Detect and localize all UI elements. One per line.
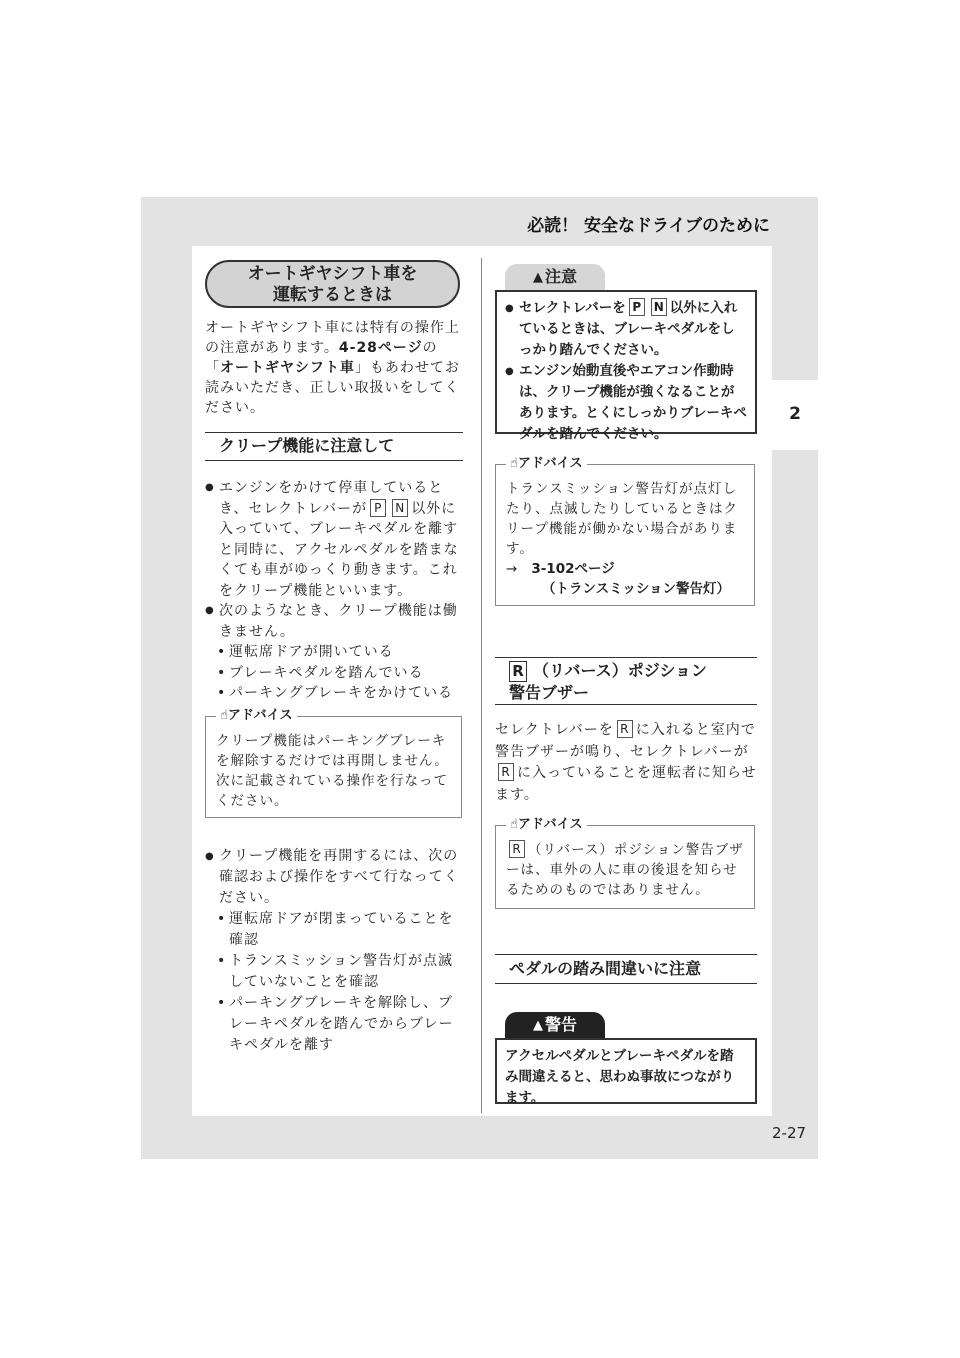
warning-tab: [505, 1012, 605, 1038]
reverse-text-b: に入れると室内で警告ブザーが鳴り、セレクトレバーが: [495, 722, 756, 760]
caution-item-2: ● エンジン始動直後やエアコン作動時は、クリープ機能が強くなることがあります。とくにしっかりブレーキペダルを踏んでください。: [505, 361, 747, 445]
section-heading-pedal: ペダルの踏み間違いに注意: [495, 954, 757, 984]
key-p: P: [629, 298, 645, 316]
reverse-text-a: セレクトレバーを: [495, 722, 614, 738]
warning-triangle-icon: ▲: [532, 1018, 543, 1033]
advice-label: [506, 816, 587, 834]
key-r: R: [617, 720, 633, 738]
hand-icon: ☝: [510, 456, 518, 471]
caution1-text-a: セレクトレバーを: [519, 300, 626, 316]
advice-reverse-text: （リバース）ポジション警告ブザーは、車外の人に車の後退を知らせるためのものではありません。: [506, 842, 744, 898]
intro-text-b: の「: [205, 340, 438, 376]
advice-label: [506, 455, 587, 473]
pill-title-line2: 運転するときは: [273, 285, 392, 305]
advice-box-creep: [205, 708, 462, 818]
hand-icon: ☝: [220, 708, 228, 723]
key-n: N: [651, 298, 667, 316]
creep-resume-bullets: [205, 846, 463, 1056]
bullet1-text-a: エンジンをかけて停車しているとき、セレクトレバーが: [219, 480, 444, 517]
intro-text-a: オートギヤシフト車には特有の操作上の注意があります。: [205, 320, 460, 356]
arrow-icon: →: [506, 561, 518, 577]
caution-box: [495, 290, 757, 442]
key-r: R: [498, 763, 514, 781]
page-header: [141, 197, 818, 246]
intro-text-c: 」もあわせてお読みいただき、正しい取扱いをしてください。: [205, 360, 460, 416]
intro-page-ref: 4-28ページ: [338, 340, 423, 356]
reverse-heading-line2: 警告ブザー: [509, 683, 590, 702]
page-number: 2-27: [772, 1124, 807, 1142]
reverse-text-c: に入っていることを運転者に知らせます。: [495, 765, 757, 803]
intro-paragraph: [205, 318, 463, 418]
bullet-creep-resume: ● クリープ機能を再開するには、次の確認および操作をすべて行なってください。: [205, 846, 463, 909]
advice-label: [216, 707, 297, 725]
caution-label: 注意: [544, 267, 577, 286]
creep-bullets: [205, 478, 463, 704]
chapter-tab: [772, 380, 818, 450]
advice-reference: [506, 559, 744, 579]
bullet-creep-disabled: ● 次のようなとき、クリープ機能は働きません。: [205, 601, 463, 642]
section-heading-creep: クリープ機能に注意して: [205, 432, 463, 461]
section-title-auto-gear: [205, 260, 460, 308]
key-r: R: [509, 840, 525, 858]
pill-title-line1: オートギヤシフト車を: [247, 264, 418, 284]
reference-subtitle: （トランスミッション警告灯）: [542, 581, 731, 597]
key-p: P: [370, 499, 386, 517]
reverse-heading-line1: [509, 660, 757, 682]
section-heading-reverse: [495, 657, 757, 705]
caution1-text-b: 以外に入れているときは、ブレーキペダルをしっかり踏んでください。: [519, 300, 738, 358]
sub-item-warning-light: • トランスミッション警告灯が点滅していないことを確認: [205, 951, 463, 993]
bullet1-text-b: 以外に入っていて、ブレーキペダルを離すと同時に、アクセルペダルを踏まなくても車がゆっくり動きます。これをクリープ機能といいます。: [219, 500, 459, 599]
advice-label-text: アドバイス: [517, 456, 583, 471]
advice-text: トランスミッション警告灯が点灯したり、点滅したりしているときはクリープ機能が働かない場合があります。: [506, 481, 738, 557]
advice-box-transmission: [495, 456, 755, 606]
reverse-heading-text: （リバース）ポジション: [533, 661, 708, 680]
advice-box-reverse: [495, 817, 755, 909]
caution-item-1: [505, 298, 747, 361]
header-title: 必読！ 安全なドライブのために: [527, 216, 770, 236]
column-divider: [481, 258, 482, 1113]
bullet-creep-explanation: [205, 478, 463, 601]
hand-icon: ☝: [510, 817, 518, 832]
key-n: N: [392, 499, 408, 517]
warning-box: [495, 1038, 757, 1104]
sub-item-parking-brake: • パーキングブレーキをかけている: [205, 683, 463, 704]
warning-text: アクセルペダルとブレーキペダルを踏み間違えると、思わぬ事故につながります。: [505, 1048, 735, 1106]
key-r: R: [509, 661, 527, 682]
chapter-number: 2: [789, 404, 801, 424]
caution-tab: [505, 264, 605, 290]
warning-triangle-icon: ▲: [532, 270, 543, 285]
advice-label-text: アドバイス: [227, 708, 293, 723]
warning-label: 警告: [544, 1015, 577, 1034]
intro-bold-term: オートギヤシフト車: [220, 360, 355, 376]
reverse-paragraph: [495, 720, 757, 806]
advice-text: [506, 840, 744, 900]
sub-item-brake-pressed: • ブレーキペダルを踏んでいる: [205, 663, 463, 684]
reference-page: 3-102ページ: [531, 561, 615, 577]
sub-item-door-open: • 運転席ドアが開いている: [205, 642, 463, 663]
advice-label-text: アドバイス: [517, 817, 583, 832]
sub-item-door-closed: • 運転席ドアが閉まっていることを確認: [205, 909, 463, 951]
advice-text: クリープ機能はパーキングブレーキを解除するだけでは再開しません。次に記載されている操作を行なってください。: [216, 733, 449, 809]
sub-item-release-brake: • パーキングブレーキを解除し、ブレーキペダルを踏んでからブレーキペダルを離す: [205, 993, 463, 1056]
